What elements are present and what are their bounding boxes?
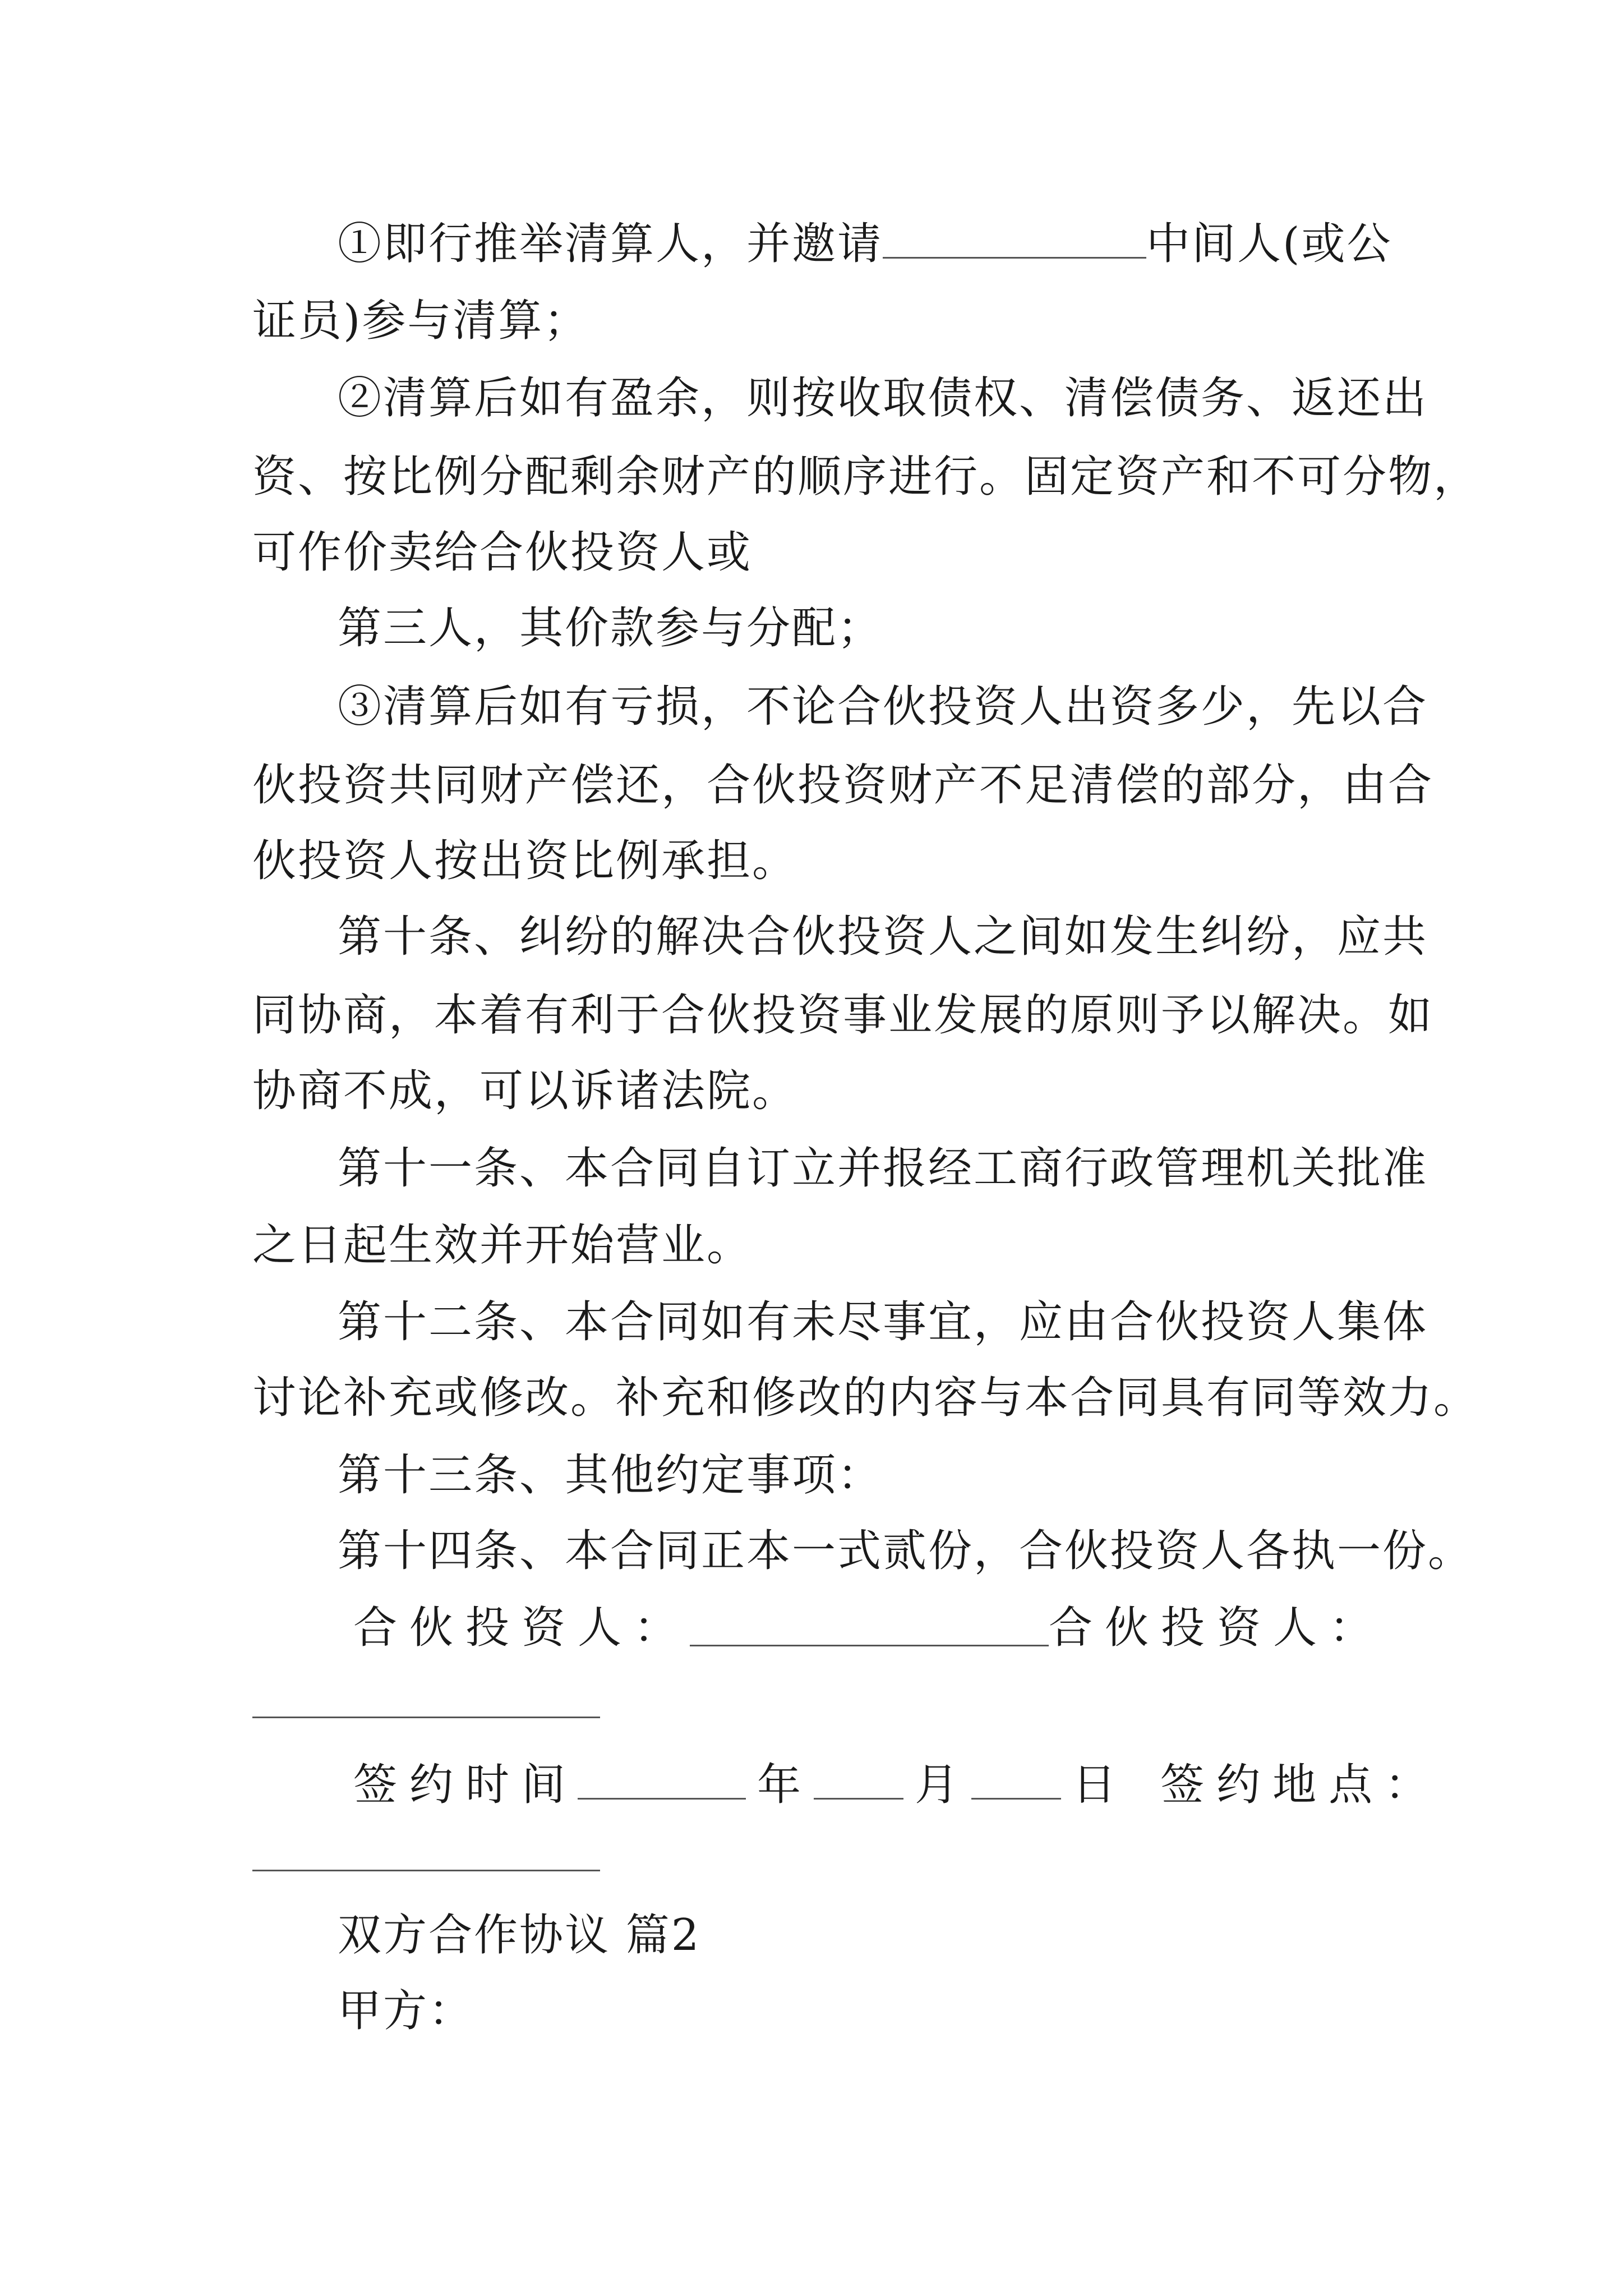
paragraph-line: 讨论补充或修改。补充和修改的内容与本合同具有同等效力。 [252,1373,1479,1423]
signature-row [353,1600,1385,1656]
paragraph-line: 第三人，其价款参与分配； [338,603,883,654]
paragraph-line: 证员)参与清算； [252,296,589,346]
date-label: 签约时间 [353,1760,578,1810]
paragraph-line: 协商不成，可以诉诸法院。 [252,1066,798,1116]
paragraph-line: 伙投资共同财产偿还，合伙投资财产不足清偿的部分，由合 [252,760,1434,811]
paragraph-line [338,216,1393,272]
paragraph-line: 之日起生效并开始营业。 [252,1220,753,1271]
paragraph-line: 第十二条、本合同如有未尽事宜，应由合伙投资人集体 [338,1297,1428,1347]
fill-in-blank [883,218,1146,259]
signature-label-2: 合伙投资人： [1048,1603,1385,1653]
date-place-row [353,1753,1441,1813]
paragraph-line: 资、按比例分配剩余财产的顺序进行。固定资产和不可分物， [252,452,1479,502]
year-blank [578,1753,746,1800]
party-a-label: 甲方： [338,1986,474,2036]
paragraph-line: ②清算后如有盈余，则按收取债权、清偿债务、返还出 [338,373,1428,424]
paragraph-line: 伙投资人按出资比例承担。 [252,836,798,886]
section-title: 双方合作协议 篇2 [338,1910,701,1961]
signature-label-1: 合伙投资人： [353,1603,690,1653]
signature-blank-2 [252,1717,600,1718]
paragraph-line: ③清算后如有亏损，不论合伙投资人出资多少，先以合 [338,682,1428,732]
day-label: 日 [1072,1760,1118,1810]
clause-text: 中间人(或公 [1146,219,1393,269]
year-label: 年 [757,1760,803,1810]
paragraph-line: 第十三条、其他约定事项： [338,1450,883,1501]
place-label: 签约地点： [1160,1760,1441,1810]
month-label: 月 [915,1760,961,1810]
month-blank [814,1753,903,1800]
paragraph-line: 第十一条、本合同自订立并报经工商行政管理机关批准 [338,1143,1428,1194]
paragraph-line: 第十四条、本合同正本一式贰份，合伙投资人各执一份。 [338,1526,1474,1576]
paragraph-line: 同协商，本着有利于合伙投资事业发展的原则予以解决。如 [252,990,1434,1041]
paragraph-line: 可作价卖给合伙投资人或 [252,527,753,578]
paragraph-line: 第十条、纠纷的解决合伙投资人之间如发生纠纷，应共 [338,912,1428,962]
signature-blank-1 [690,1600,1049,1646]
place-blank [252,1870,600,1871]
clause-text: ①即行推举清算人，并邀请 [338,219,883,269]
day-blank [971,1753,1061,1800]
